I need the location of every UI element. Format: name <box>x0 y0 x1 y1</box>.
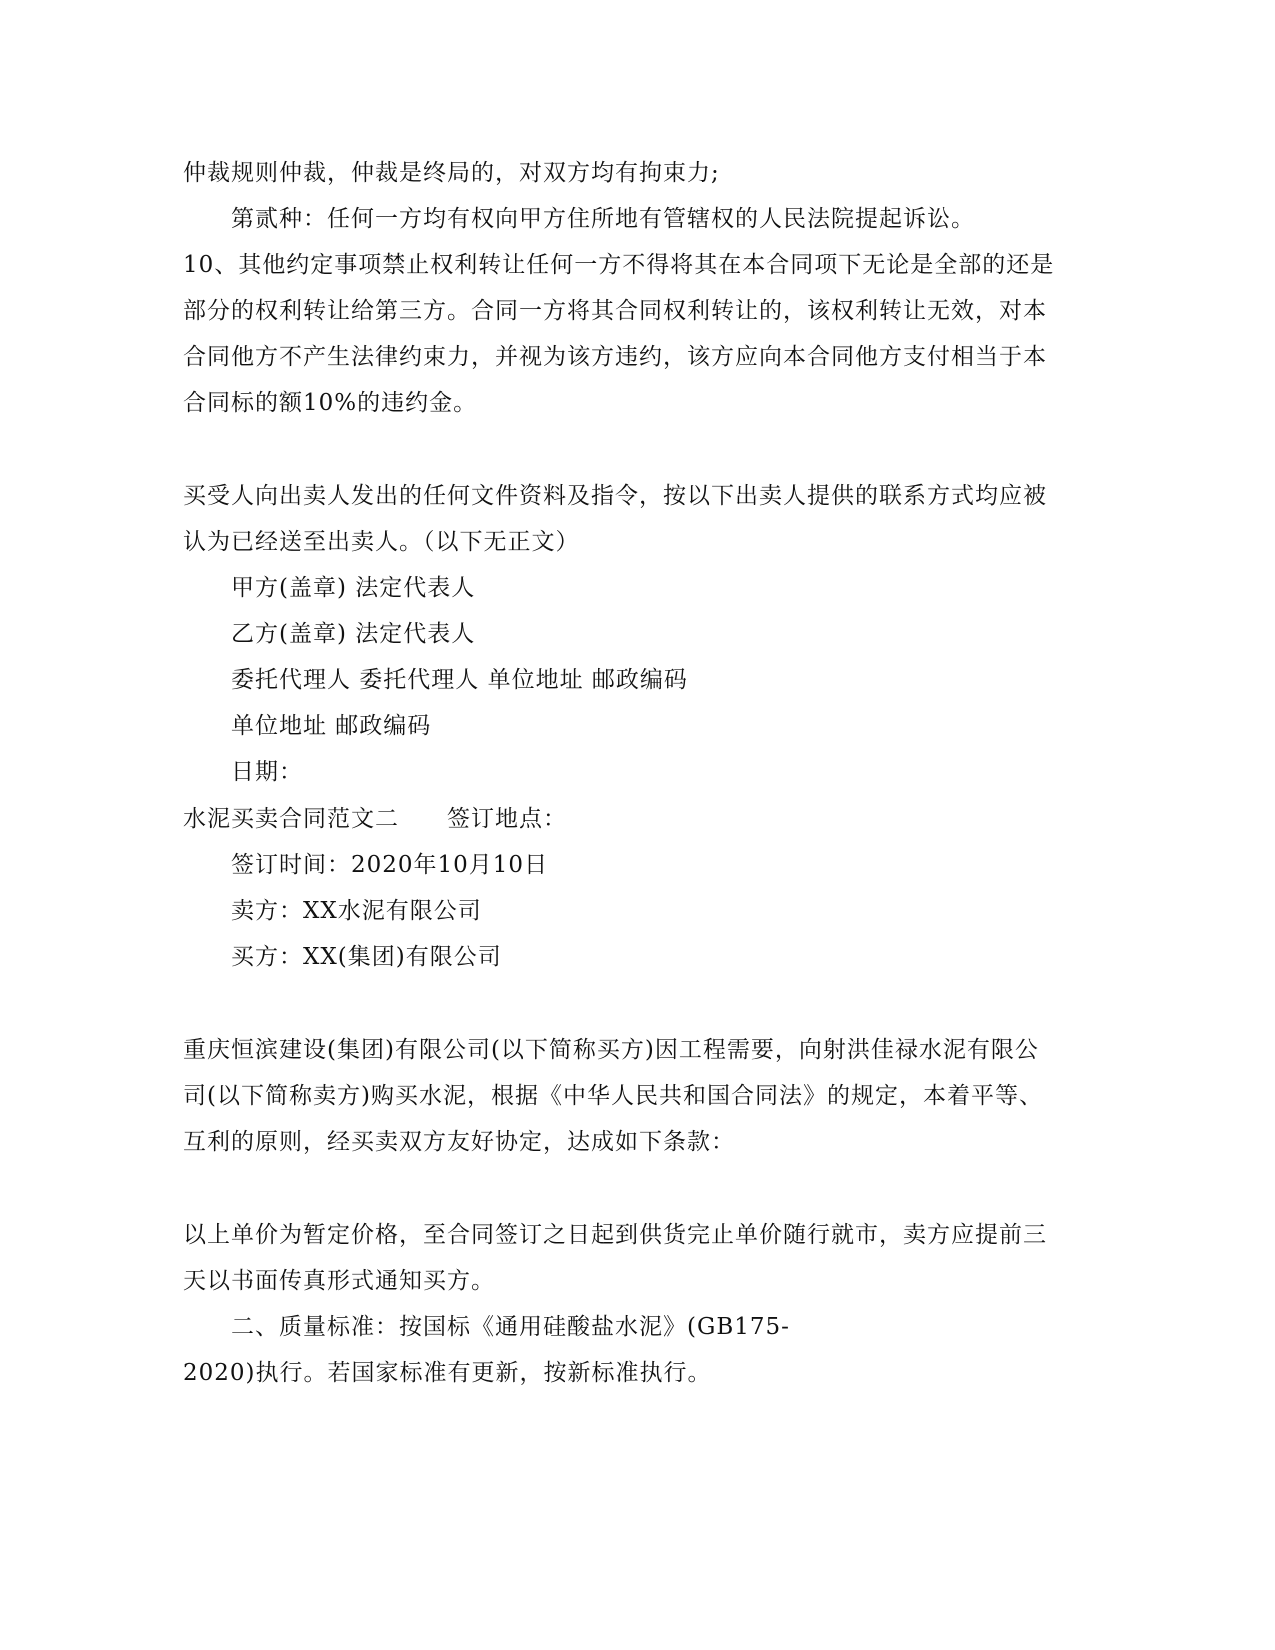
text-line: 以上单价为暂定价格，至合同签订之日起到供货完止单价随行就市，卖方应提前三 <box>183 1222 1047 1248</box>
text-line: 水泥买卖合同范文二 签订地点： <box>183 806 567 832</box>
text-line: 互利的原则，经买卖双方友好协定，达成如下条款： <box>183 1129 735 1155</box>
text-line: 合同标的额10%的违约金。 <box>183 390 478 416</box>
text-line: 日期： <box>231 759 303 785</box>
text-line: 天以书面传真形式通知买方。 <box>183 1268 495 1294</box>
text-line: 10、其他约定事项禁止权利转让任何一方不得将其在本合同项下无论是全部的还是 <box>183 252 1055 278</box>
text-line: 卖方：XX水泥有限公司 <box>231 898 482 924</box>
text-line: 2020)执行。若国家标准有更新，按新标准执行。 <box>183 1360 712 1386</box>
text-line: 二、质量标准：按国标《通用硅酸盐水泥》(GB175- <box>231 1314 790 1340</box>
text-line: 重庆恒滨建设(集团)有限公司(以下简称买方)因工程需要，向射洪佳禄水泥有限公 <box>183 1037 1039 1063</box>
text-line: 第贰种：任何一方均有权向甲方住所地有管辖权的人民法院提起诉讼。 <box>231 206 975 232</box>
text-line: 合同他方不产生法律约束力，并视为该方违约，该方应向本合同他方支付相当于本 <box>183 344 1047 370</box>
text-line: 单位地址 邮政编码 <box>231 713 432 739</box>
text-line: 乙方(盖章) 法定代表人 <box>231 621 476 647</box>
text-line: 司(以下简称卖方)购买水泥，根据《中华人民共和国合同法》的规定，本着平等、 <box>183 1083 1043 1109</box>
text-line: 委托代理人 委托代理人 单位地址 邮政编码 <box>231 667 688 693</box>
text-line: 认为已经送至出卖人。（以下无正文） <box>183 529 580 555</box>
text-line: 买受人向出卖人发出的任何文件资料及指令，按以下出卖人提供的联系方式均应被 <box>183 483 1047 509</box>
text-line: 部分的权利转让给第三方。合同一方将其合同权利转让的，该权利转让无效，对本 <box>183 298 1047 324</box>
text-line: 签订时间：2020年10月10日 <box>231 852 549 878</box>
text-line: 买方：XX(集团)有限公司 <box>231 944 502 970</box>
text-line: 仲裁规则仲裁，仲裁是终局的，对双方均有拘束力; <box>183 160 720 186</box>
text-line: 甲方(盖章) 法定代表人 <box>231 575 476 601</box>
